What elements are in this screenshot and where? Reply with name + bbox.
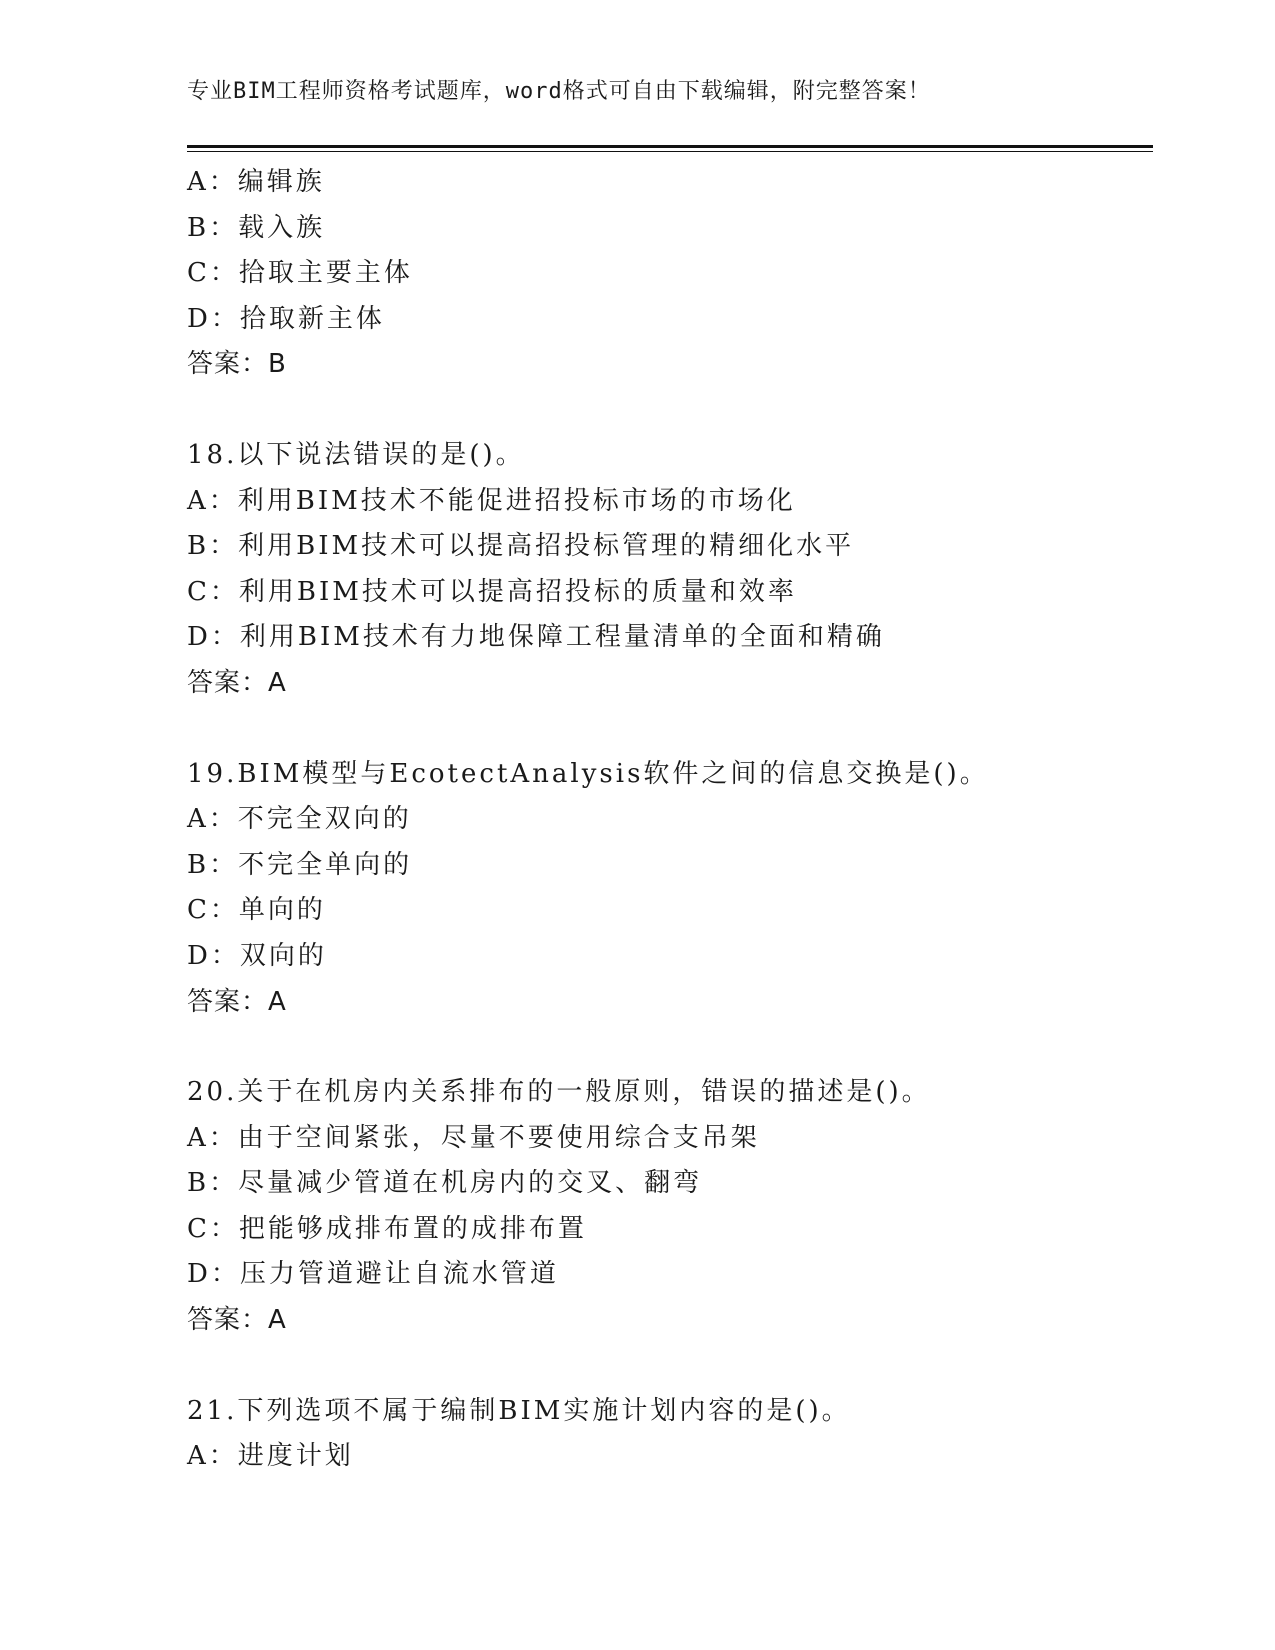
option-b: B：载入族 <box>187 212 326 243</box>
header-rule-thick <box>187 145 1153 148</box>
question-17-continuation <box>187 160 1153 388</box>
question-stem: 19.BIM模型与EcotectAnalysis软件之间的信息交换是()。 <box>187 758 989 789</box>
question-stem: 18.以下说法错误的是()。 <box>187 439 525 470</box>
question-21 <box>187 1389 1153 1480</box>
document-body <box>187 160 1153 1480</box>
option-c: C：拾取主要主体 <box>187 258 413 289</box>
option-c: C：单向的 <box>187 895 326 926</box>
question-19 <box>187 752 1153 1026</box>
option-b: B：尽量减少管道在机房内的交叉、翻弯 <box>187 1168 703 1199</box>
answer: 答案：A <box>187 667 287 698</box>
option-b: B：不完全单向的 <box>187 849 413 880</box>
option-a: A：由于空间紧张，尽量不要使用综合支吊架 <box>187 1122 760 1153</box>
option-d: D：拾取新主体 <box>187 303 385 334</box>
option-d: D：双向的 <box>187 940 327 971</box>
option-d: D：利用BIM技术有力地保障工程量清单的全面和精确 <box>187 622 885 653</box>
answer: 答案：A <box>187 1305 287 1336</box>
option-c: C：把能够成排布置的成排布置 <box>187 1213 587 1244</box>
question-stem: 20.关于在机房内关系排布的一般原则，错误的描述是()。 <box>187 1077 931 1108</box>
option-b: B：利用BIM技术可以提高招投标管理的精细化水平 <box>187 531 855 562</box>
question-stem: 21.下列选项不属于编制BIM实施计划内容的是()。 <box>187 1395 851 1426</box>
option-c: C：利用BIM技术可以提高招投标的质量和效率 <box>187 576 797 607</box>
option-a: A：编辑族 <box>187 167 325 197</box>
answer: 答案：A <box>187 986 287 1017</box>
option-a: A：利用BIM技术不能促进招投标市场的市场化 <box>187 485 796 516</box>
question-20 <box>187 1070 1153 1344</box>
option-a: A：不完全双向的 <box>187 804 412 835</box>
header-rule-thin <box>187 151 1153 152</box>
page-header: 专业BIM工程师资格考试题库，word格式可自由下载编辑，附完整答案！ <box>187 79 931 104</box>
question-18 <box>187 433 1153 707</box>
answer: 答案：B <box>187 349 287 380</box>
option-a: A：进度计划 <box>187 1441 354 1472</box>
option-d: D：压力管道避让自流水管道 <box>187 1259 559 1290</box>
